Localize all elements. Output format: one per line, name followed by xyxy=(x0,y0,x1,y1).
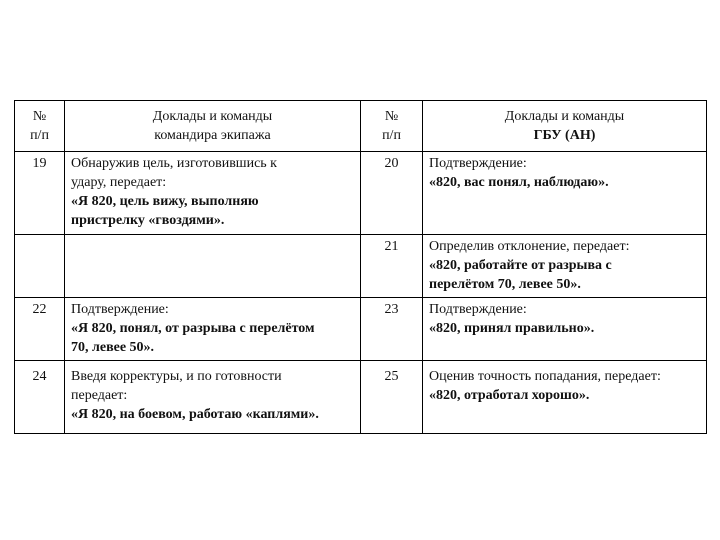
empty-cell xyxy=(15,235,65,298)
row-number: 24 xyxy=(15,361,65,434)
commands-table xyxy=(14,100,707,434)
header-num-right: № п/п xyxy=(361,101,423,152)
row-number: 23 xyxy=(361,298,423,361)
gbu-command-cell: Определив отклонение, передает: «820, работайте от разрыва с перелётом 70, левее 50». xyxy=(423,235,707,298)
gbu-command-cell: Оценив точность попадания, передает: «820, отработал хорошо». xyxy=(423,361,707,434)
row-number: 25 xyxy=(361,361,423,434)
table-row xyxy=(15,152,707,235)
crew-command-cell: Обнаружив цель, изготовившись к удару, передает: «Я 820, цель вижу, выполняю пристрелку «гвоздями». xyxy=(65,152,361,235)
empty-cell xyxy=(65,235,361,298)
crew-command-cell: Подтверждение: «Я 820, понял, от разрыва с перелётом 70, левее 50». xyxy=(65,298,361,361)
table-row xyxy=(15,361,707,434)
gbu-command-cell: Подтверждение: «820, вас понял, наблюдаю». xyxy=(423,152,707,235)
header-crew-commander: Доклады и команды командира экипажа xyxy=(65,101,361,152)
gbu-command-cell: Подтверждение: «820, принял правильно». xyxy=(423,298,707,361)
header-row xyxy=(15,101,707,152)
header-num-left: № п/п xyxy=(15,101,65,152)
row-number: 19 xyxy=(15,152,65,235)
header-gbu: Доклады и команды ГБУ (АН) xyxy=(423,101,707,152)
row-number: 22 xyxy=(15,298,65,361)
row-number: 20 xyxy=(361,152,423,235)
row-number: 21 xyxy=(361,235,423,298)
table-row xyxy=(15,235,707,298)
table-row xyxy=(15,298,707,361)
crew-command-cell: Введя корректуры, и по готовности передает: «Я 820, на боевом, работаю «каплями». xyxy=(65,361,361,434)
